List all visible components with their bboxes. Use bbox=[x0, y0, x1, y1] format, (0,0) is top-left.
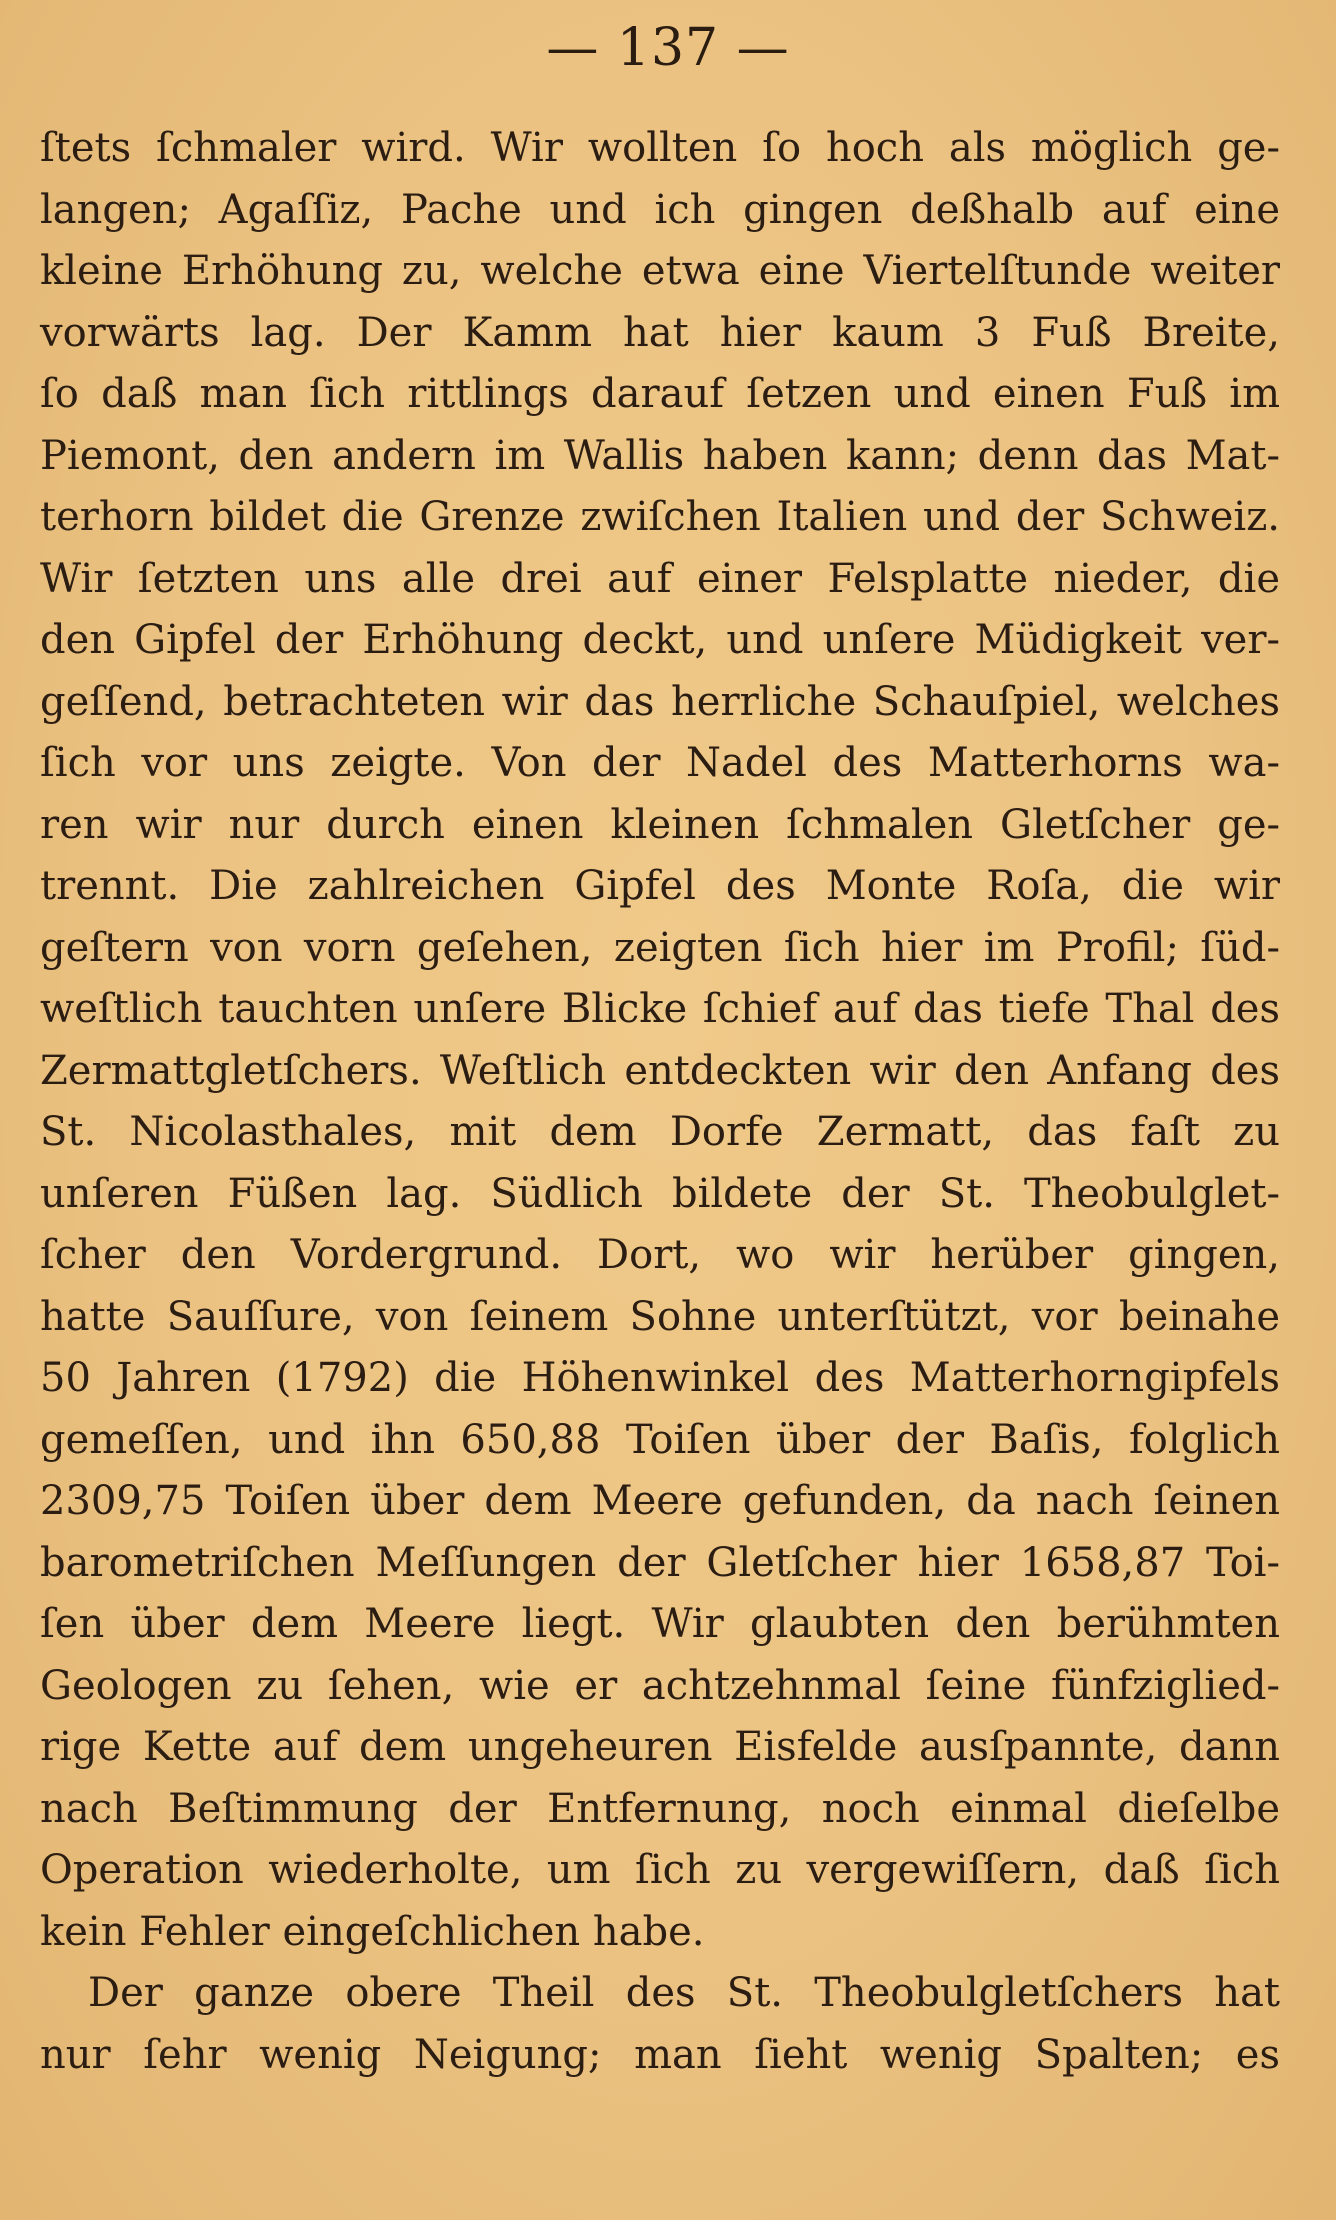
text-line: hatte Sauſſure, von ſeinem Sohne unterſtützt, vor beinahe bbox=[40, 1293, 1280, 1340]
text-line: Operation wiederholte, um ſich zu vergewiſſern, daß ſich bbox=[40, 1847, 1280, 1893]
body-text bbox=[40, 118, 1280, 2086]
text-line: terhorn bildet die Grenze zwiſchen Italien und der Schweiz. bbox=[40, 494, 1280, 540]
text-line: Wir ſetzten uns alle drei auf einer Felsplatte nieder, die bbox=[40, 555, 1280, 602]
text-line: weſtlich tauchten unſere Blicke ſchief auf das tiefe Thal des bbox=[40, 986, 1280, 1032]
paragraph-end-line: kein Fehler eingeſchlichen habe. bbox=[40, 1908, 705, 1955]
text-line: langen; Agaſſiz, Pache und ich gingen deßhalb auf eine bbox=[40, 186, 1280, 233]
text-line: ſcher den Vordergrund. Dort, wo wir herüber gingen, bbox=[40, 1232, 1280, 1278]
text-line: nach Beſtimmung der Entfernung, noch einmal dieſelbe bbox=[40, 1785, 1280, 1832]
text-line: rige Kette auf dem ungeheuren Eisfelde ausſpannte, dann bbox=[40, 1724, 1280, 1770]
text-line: barometriſchen Meſſungen der Gletſcher hier 1658,87 Toi- bbox=[40, 1539, 1280, 1586]
text-line: 2309,75 Toiſen über dem Meere gefunden, da nach ſeinen bbox=[40, 1478, 1280, 1524]
paragraph-start-line: Der ganze obere Theil des St. Theobulgletſchers hat bbox=[88, 1970, 1280, 2016]
text-line: 50 Jahren (1792) die Höhenwinkel des Matterhorngipfels bbox=[40, 1355, 1280, 1401]
text-line: geſtern von vorn geſehen, zeigten ſich hier im Profil; ſüd- bbox=[40, 924, 1280, 971]
text-line: ren wir nur durch einen kleinen ſchmalen Gletſcher ge- bbox=[40, 801, 1280, 848]
page-number: — 137 — bbox=[546, 18, 790, 78]
text-line: ſen über dem Meere liegt. Wir glaubten den berühmten bbox=[40, 1601, 1280, 1647]
text-line: Piemont, den andern im Wallis haben kann; denn das Mat- bbox=[40, 432, 1280, 479]
text-line: vorwärts lag. Der Kamm hat hier kaum 3 Fuß Breite, bbox=[40, 309, 1280, 356]
text-line: gemeſſen, und ihn 650,88 Toiſen über der Baſis, folglich bbox=[40, 1416, 1280, 1463]
text-line: ſich vor uns zeigte. Von der Nadel des Matterhorns wa- bbox=[40, 740, 1280, 786]
text-line: geſſend, betrachteten wir das herrliche Schauſpiel, welches bbox=[40, 678, 1280, 725]
text-line: den Gipfel der Erhöhung deckt, und unſere Müdigkeit ver- bbox=[40, 617, 1280, 663]
text-line: Zermattgletſchers. Weſtlich entdeckten wir den Anfang des bbox=[40, 1047, 1280, 1094]
text-line: unſeren Füßen lag. Südlich bildete der St. Theobulglet- bbox=[40, 1170, 1280, 1217]
text-line: ſo daß man ſich rittlings darauf ſetzen und einen Fuß im bbox=[40, 371, 1280, 417]
text-line: nur ſehr wenig Neigung; man ſieht wenig Spalten; es bbox=[40, 2031, 1280, 2078]
text-line: ſtets ſchmaler wird. Wir wollten ſo hoch als möglich ge- bbox=[40, 125, 1280, 171]
text-line: St. Nicolasthales, mit dem Dorfe Zermatt, das faſt zu bbox=[40, 1109, 1280, 1155]
text-line: trennt. Die zahlreichen Gipfel des Monte Roſa, die wir bbox=[40, 863, 1280, 909]
text-line: kleine Erhöhung zu, welche etwa eine Viertelſtunde weiter bbox=[40, 248, 1280, 294]
text-line: Geologen zu ſehen, wie er achtzehnmal ſeine fünfziglied- bbox=[40, 1662, 1280, 1709]
